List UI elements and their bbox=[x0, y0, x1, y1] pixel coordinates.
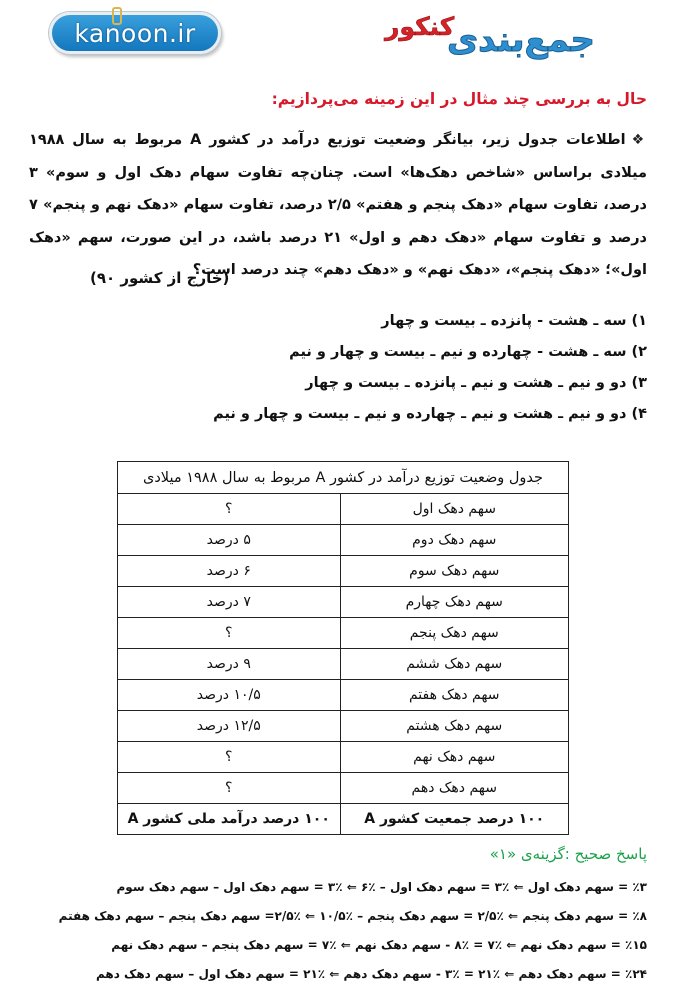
row-label: سهم دهک نهم bbox=[340, 742, 569, 773]
table-title-row bbox=[118, 462, 569, 494]
option-4: ۴) دو و نیم ـ هشت و نیم ـ چهارده و نیم ـ بیست و چهار و نیم bbox=[213, 406, 647, 422]
kanoon-logo bbox=[49, 12, 221, 54]
row-value: ۱۲/۵ درصد bbox=[118, 711, 341, 742]
row-label: سهم دهک ششم bbox=[340, 649, 569, 680]
table-row bbox=[118, 587, 569, 618]
row-value: ؟ bbox=[118, 618, 341, 649]
row-value: ۵ درصد bbox=[118, 525, 341, 556]
solution-step: ٪۱۵ = سهم دهک نهم ⇐ ٪۷ = ٪۸ - سهم دهک نهم ⇐ ٪۷ = سهم دهک پنجم – سهم دهک نهم bbox=[111, 938, 647, 952]
row-label: سهم دهک دوم bbox=[340, 525, 569, 556]
total-value: ۱۰۰ درصد درآمد ملی کشور A bbox=[118, 804, 341, 835]
solution-step: ٪۸ = سهم دهک پنجم ⇐ ٪۲/۵ = سهم دهک پنجم – ٪۱۰/۵ ⇐ ٪۲/۵= سهم دهک پنجم – سهم دهک هفتم bbox=[58, 909, 647, 923]
row-label: سهم دهک سوم bbox=[340, 556, 569, 587]
question-source: (خارج از کشور ۹۰) bbox=[90, 269, 230, 287]
solution-steps bbox=[7, 873, 647, 989]
row-value: ؟ bbox=[118, 742, 341, 773]
question-paragraph bbox=[29, 124, 647, 287]
option-1: ۱) سه ـ هشت - پانزده ـ بیست و چهار bbox=[381, 313, 647, 329]
table-row bbox=[118, 494, 569, 525]
table-title: جدول وضعیت توزیع درآمد در کشور A مربوط به سال ۱۹۸۸ میلادی bbox=[118, 462, 569, 494]
row-label: سهم دهک پنجم bbox=[340, 618, 569, 649]
table-row bbox=[118, 680, 569, 711]
table-row bbox=[118, 618, 569, 649]
row-value: ؟ bbox=[118, 494, 341, 525]
intro-title: حال به بررسی چند مثال در این زمینه می‌پردازیم: bbox=[271, 90, 647, 108]
solution-step: ٪۲۴ = سهم دهک دهم ⇐ ٪۲۱ = ٪۳ - سهم دهک دهم ⇐ ٪۲۱ = سهم دهک اول – سهم دهک دهم bbox=[95, 967, 647, 981]
total-label: ۱۰۰ درصد جمعیت کشور A bbox=[340, 804, 569, 835]
brand-accent-text: کنکور bbox=[385, 12, 455, 41]
row-value: ۱۰/۵ درصد bbox=[118, 680, 341, 711]
brand-main-text: جمع‌بندی bbox=[447, 20, 595, 60]
paperclip-icon bbox=[112, 7, 122, 25]
table-row bbox=[118, 711, 569, 742]
row-label: سهم دهک چهارم bbox=[340, 587, 569, 618]
row-value: ۹ درصد bbox=[118, 649, 341, 680]
row-value: ۶ درصد bbox=[118, 556, 341, 587]
brand-logo bbox=[385, 12, 595, 72]
table-row bbox=[118, 649, 569, 680]
option-2: ۲) سه ـ هشت - چهارده و نیم ـ بیست و چهار و نیم bbox=[289, 344, 647, 360]
table-row bbox=[118, 742, 569, 773]
row-value: ؟ bbox=[118, 773, 341, 804]
answer-title: پاسخ صحیح :گزینه‌ی «۱» bbox=[489, 845, 647, 863]
table-total-row bbox=[118, 804, 569, 835]
row-label: سهم دهک هشتم bbox=[340, 711, 569, 742]
row-label: سهم دهک اول bbox=[340, 494, 569, 525]
row-label: سهم دهک دهم bbox=[340, 773, 569, 804]
question-text: اطلاعات جدول زیر، بیانگر وضعیت توزیع درآمد در کشور A مربوط به سال ۱۹۸۸ میلادی براساس «شاخص دهک‌ها» است. چنان‌چه تفاوت سهام دهک اول و سوم» ۳ درصد، تفاوت سهام «دهک پنجم و هفتم» ۲/۵ درصد، تفاوت سهام «دهک نهم و پنجم» ۷ درصد و تفاوت سهام «دهک دهم و اول» ۲۱ درصد باشد، در این صورت، سهم «دهک اول»؛ «دهک پنجم»، «دهک نهم» و «دهک دهم» چند درصد است؟ bbox=[29, 132, 647, 278]
solution-step: ٪۳ = سهم دهک اول ⇐ ٪۳ = سهم دهک اول – ٪۶ ⇐ ٪۳ = سهم دهک اول – سهم دهک سوم bbox=[116, 880, 647, 894]
row-label: سهم دهک هفتم bbox=[340, 680, 569, 711]
table-row bbox=[118, 773, 569, 804]
income-distribution-table bbox=[117, 461, 569, 835]
option-3: ۳) دو و نیم ـ هشت و نیم ـ پانزده ـ بیست و چهار bbox=[305, 375, 647, 391]
options-list bbox=[47, 306, 647, 430]
row-value: ۷ درصد bbox=[118, 587, 341, 618]
table-row bbox=[118, 525, 569, 556]
diamond-bullet-icon: ❖ bbox=[631, 132, 647, 148]
table-row bbox=[118, 556, 569, 587]
kanoon-logo-text: kanoon.ir bbox=[74, 18, 196, 48]
